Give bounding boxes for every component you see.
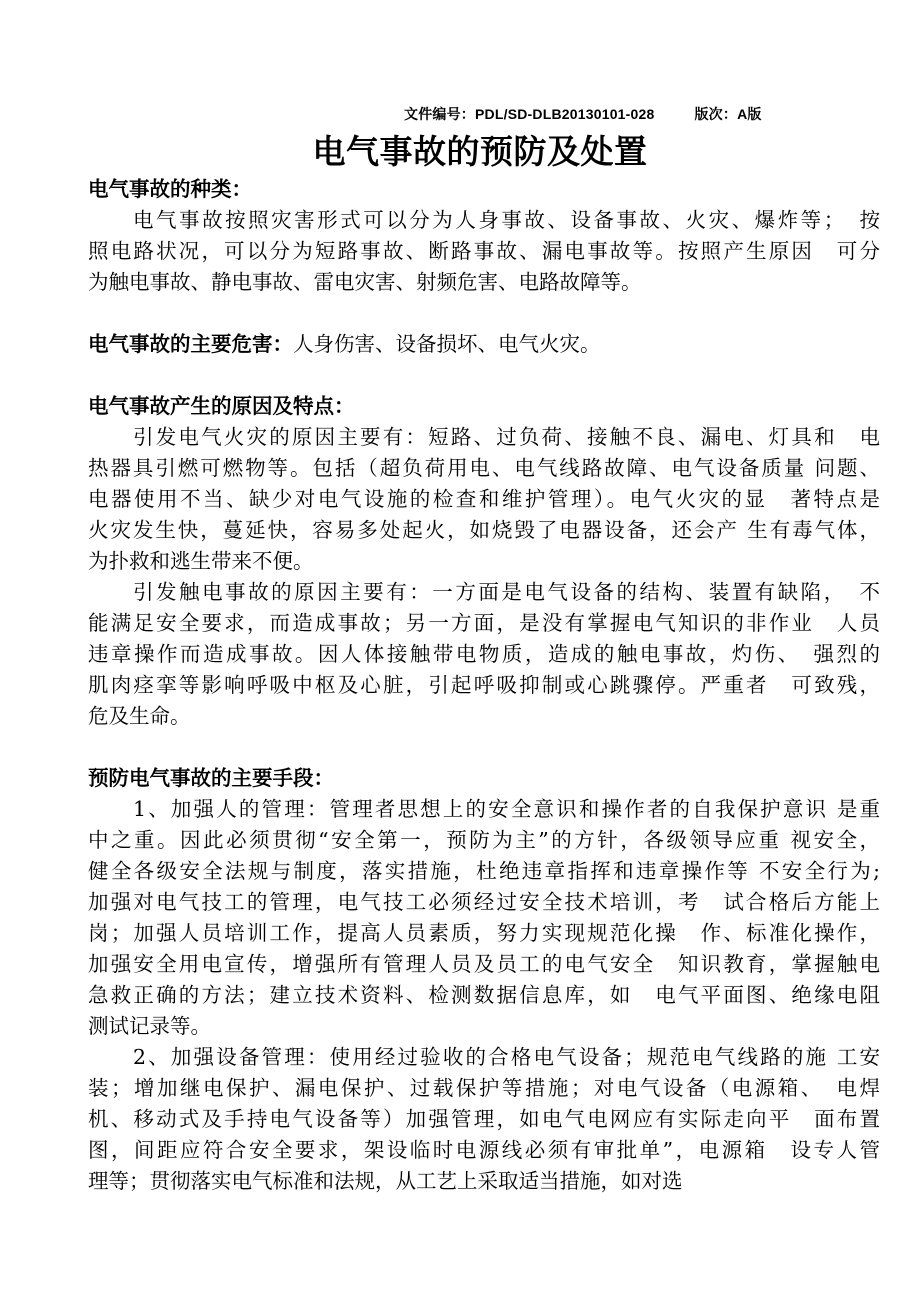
paragraph-line: 危及生命。: [88, 704, 191, 728]
paragraph-line: 肌肉痉挛等影响呼吸中枢及心脏，引起呼吸抑制或心跳骤停。严重者 可致残，: [88, 673, 880, 697]
paragraph-line: 电气事故按照灾害形式可以分为人身事故、设备事故、火灾、爆炸等； 按: [133, 208, 880, 232]
section-heading-causes: 电气事故产生的原因及特点：: [88, 394, 355, 418]
paragraph-line: 违章操作而造成事故。因人体接触带电物质，造成的触电事故，灼伤、 强烈的: [88, 642, 880, 666]
document-version: 版次：A版: [694, 106, 762, 122]
hazards-line: [88, 329, 880, 360]
hazards-text: 人身伤害、设备损坏、电气火灾。: [293, 332, 601, 356]
blank-line: [88, 360, 880, 391]
paragraph-line: 为扑救和逃生带来不便。: [88, 549, 314, 573]
paragraph-line: 装；增加继电保护、漏电保护、过载保护等措施；对电气设备（电源箱、 电焊: [88, 1076, 880, 1100]
section-heading-prevention: 预防电气事故的主要手段：: [88, 766, 334, 790]
paragraph-line: 电器使用不当、缺少对电气设施的检查和维护管理）。电气火灾的显 著特点是: [88, 487, 880, 511]
paragraph-line: 岗；加强人员培训工作，提高人员素质，努力实现规范化操 作、标准化操作，: [88, 921, 880, 945]
paragraph-line: 为触电事故、静电事故、雷电灾害、射频危害、电路故障等。: [88, 270, 642, 294]
document-number: 文件编号：PDL/SD-DLB20130101-028: [404, 106, 655, 122]
paragraph-line: 能满足安全要求，而造成事故；另一方面，是没有掌握电气知识的非作业 人员: [88, 611, 880, 635]
blank-line: [88, 298, 880, 329]
paragraph-line: 照电路状况，可以分为短路事故、断路事故、漏电事故等。按照产生原因 可分: [88, 239, 880, 263]
paragraph-line: 健全各级安全法规与制度，落实措施，杜绝违章指挥和违章操作等 不安全行为;: [88, 859, 880, 883]
paragraph-line: 火灾发生快，蔓延快，容易多处起火，如烧毁了电器设备，还会产 生有毒气体，: [88, 518, 880, 542]
paragraph-line: 2、加强设备管理：使用经过验收的合格电气设备；规范电气线路的施 工安: [133, 1045, 880, 1069]
paragraph-line: 机、移动式及手持电气设备等）加强管理，如电气电网应有实际走向平 面布置: [88, 1107, 880, 1131]
document-number-line: [404, 104, 762, 124]
paragraph-line: 图，间距应符合安全要求，架设临时电源线必须有审批单”，电源箱 设专人管: [88, 1138, 880, 1162]
paragraph-line: 测试记录等。: [88, 1014, 211, 1038]
section-heading-types: 电气事故的种类：: [88, 177, 252, 201]
paragraph-line: 热器具引燃可燃物等。包括（超负荷用电、电气线路故障、电气设备质量 问题、: [88, 456, 880, 480]
document-body: [88, 174, 880, 1197]
blank-line: [88, 732, 880, 763]
paragraph-line: 急救正确的方法；建立技术资料、检测数据信息库，如 电气平面图、绝缘电阻: [88, 983, 880, 1007]
paragraph-line: 加强安全用电宣传，增强所有管理人员及员工的电气安全 知识教育，掌握触电: [88, 952, 880, 976]
paragraph-line: 引发触电事故的原因主要有：一方面是电气设备的结构、装置有缺陷， 不: [133, 580, 880, 604]
section-heading-hazards: 电气事故的主要危害：: [88, 332, 293, 356]
paragraph-line: 理等；贯彻落实电气标准和法规，从工艺上采取适当措施，如对选: [88, 1169, 683, 1193]
paragraph-line: 加强对电气技工的管理，电气技工必须经过安全技术培训，考 试合格后方能上: [88, 890, 880, 914]
page-title: 电气事故的预防及处置: [312, 132, 648, 171]
paragraph-line: 引发电气火灾的原因主要有：短路、过负荷、接触不良、漏电、灯具和 电: [133, 425, 880, 449]
paragraph-line: 中之重。因此必须贯彻“安全第一，预防为主”的方针，各级领导应重 视安全，: [88, 828, 880, 852]
paragraph-line: 1、加强人的管理：管理者思想上的安全意识和操作者的自我保护意识 是重: [133, 797, 880, 821]
